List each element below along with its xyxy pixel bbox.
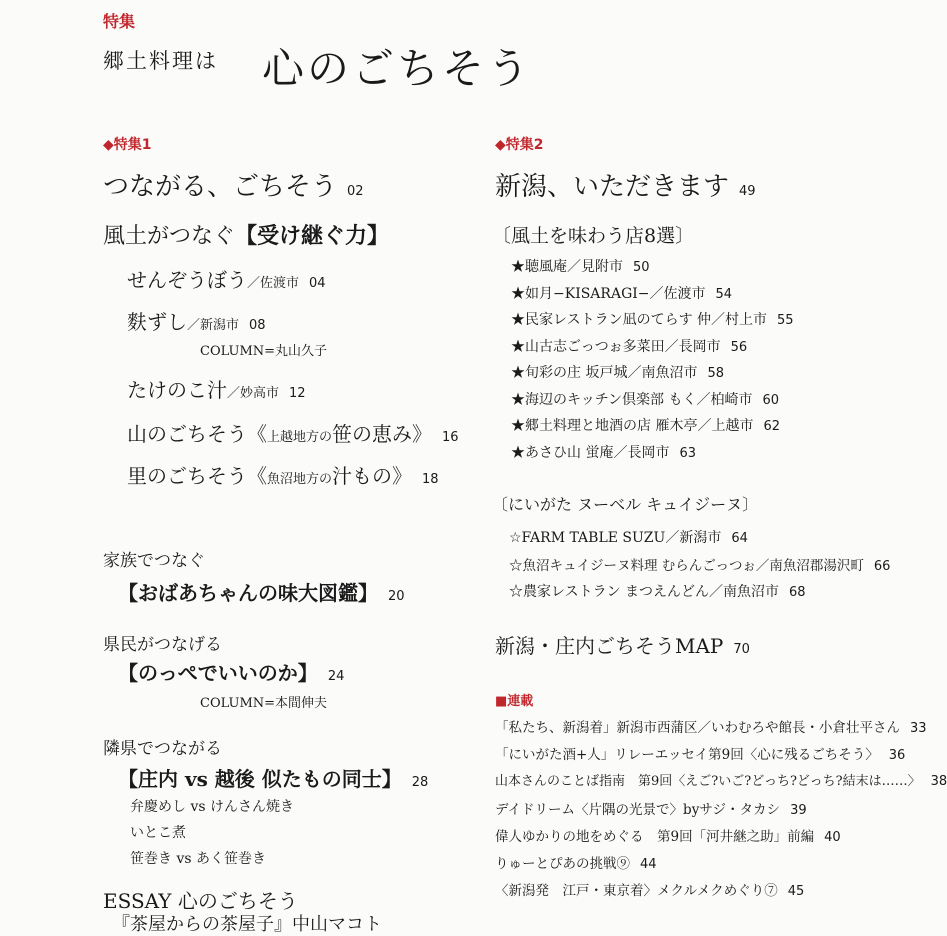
shop-item[interactable]: ★あさひ山 蛍庵／長岡市 63: [511, 445, 696, 461]
serial-item[interactable]: りゅーとぴあの挑戦⑨ 44: [495, 856, 657, 872]
serial-item[interactable]: デイドリーム〈片隅の光景で〉byサジ・タカシ 39: [495, 802, 807, 818]
shops-heading: 〔風土を味わう店8選〕: [492, 225, 695, 247]
map-item[interactable]: 新潟・庄内ごちそうMAP 70: [495, 634, 750, 658]
serial-item[interactable]: 山本さんのことば指南 第9回〈えご?いご?どっち?どっち?結末は……〉 38: [495, 774, 947, 789]
family-label: 家族でつなぐ: [103, 551, 205, 571]
neighbor-label: 隣県でつながる: [103, 739, 222, 759]
column-credit: COLUMN=丸山久子: [200, 344, 328, 359]
shop-item[interactable]: ★海辺のキッチン倶楽部 もく／柏崎市 60: [511, 392, 780, 408]
toc-item-takenokojiru[interactable]: たけのこ汁／妙高市 12: [127, 378, 306, 402]
feature-label: 特集: [103, 12, 136, 31]
toc-item-yama[interactable]: 山のごちそう《上越地方の笹の恵み》 16: [127, 422, 459, 446]
nouvelle-item[interactable]: ☆農家レストラン まつえんどん／南魚沼市 68: [509, 584, 806, 600]
shop-item[interactable]: ★郷土料理と地酒の店 雁木亭／上越市 62: [511, 418, 780, 434]
nouvelle-item[interactable]: ☆魚沼キュイジーヌ料理 むらんごっつぉ／南魚沼郡湯沢町 66: [509, 558, 891, 574]
column-credit: COLUMN=本間伸夫: [200, 696, 328, 711]
serial-item[interactable]: 「私たち、新潟着」新潟市西蒲区／いわむろや館長・小倉壮平さん 33: [495, 720, 927, 736]
toc-item-obaachan[interactable]: 【おばあちゃんの味大図鑑】 20: [118, 581, 405, 605]
sub-item: 笹巻き vs あく笹巻き: [130, 851, 266, 867]
feature1-label: ◆特集1: [103, 137, 152, 153]
shop-item[interactable]: ★如月−KISARAGI−／佐渡市 54: [511, 286, 733, 302]
toc-item-senzoubou[interactable]: せんぞうぼう／佐渡市 04: [127, 268, 326, 292]
serial-item[interactable]: 〈新潟発 江戸・東京着〉メクルメクめぐり⑦ 45: [495, 883, 805, 899]
toc-item-noppe[interactable]: 【のっぺでいいのか】 24: [118, 661, 345, 685]
feature2-label: ◆特集2: [495, 137, 544, 153]
nouvelle-item[interactable]: ☆FARM TABLE SUZU／新潟市 64: [509, 530, 748, 546]
shop-item[interactable]: ★山古志ごっつぉ多菜田／長岡市 56: [511, 339, 748, 355]
feature2-headline[interactable]: 新潟、いただきます 49: [495, 172, 756, 202]
essay-heading[interactable]: ESSAY 心のごちそう: [103, 889, 298, 913]
sub-item: 弁慶めし vs けんさん焼き: [130, 799, 294, 815]
nouvelle-heading: 〔にいがた ヌーベル キュイジーヌ〕: [492, 495, 759, 514]
feature1-headline[interactable]: つながる、ごちそう 02: [103, 172, 364, 202]
toc-item-fuzushi[interactable]: 麩ずし／新潟市 08: [127, 310, 266, 334]
shop-item[interactable]: ★民家レストラン凪のてらす 仲／村上市 55: [511, 312, 794, 328]
page-number: 49: [739, 184, 756, 199]
essay-sub: 『茶屋からの茶屋子』中山マコト: [112, 914, 382, 935]
sub-heading-fudo[interactable]: 風土がつなぐ【受け継ぐ力】: [103, 223, 390, 249]
page-title: 心のごちそう: [262, 44, 533, 93]
toc-item-shonai-echigo[interactable]: 【庄内 vs 越後 似たもの同士】 28: [118, 767, 429, 791]
toc-item-sato[interactable]: 里のごちそう《魚沼地方の汁もの》 18: [127, 464, 439, 488]
title-small: 郷土料理は: [103, 49, 218, 73]
prefecture-label: 県民がつなげる: [103, 635, 222, 655]
serial-label: ■連載: [495, 694, 534, 709]
serial-item[interactable]: 偉人ゆかりの地をめぐる 第9回「河井継之助」前編 40: [495, 829, 841, 845]
page-number: 02: [347, 184, 364, 199]
sub-item: いとこ煮: [130, 825, 186, 841]
shop-item[interactable]: ★旬彩の庄 坂戸城／南魚沼市 58: [511, 365, 724, 381]
serial-item[interactable]: 「にいがた酒+人」リレーエッセイ第9回〈心に残るごちそう〉 36: [495, 747, 906, 763]
shop-item[interactable]: ★聴風庵／見附市 50: [511, 259, 650, 275]
